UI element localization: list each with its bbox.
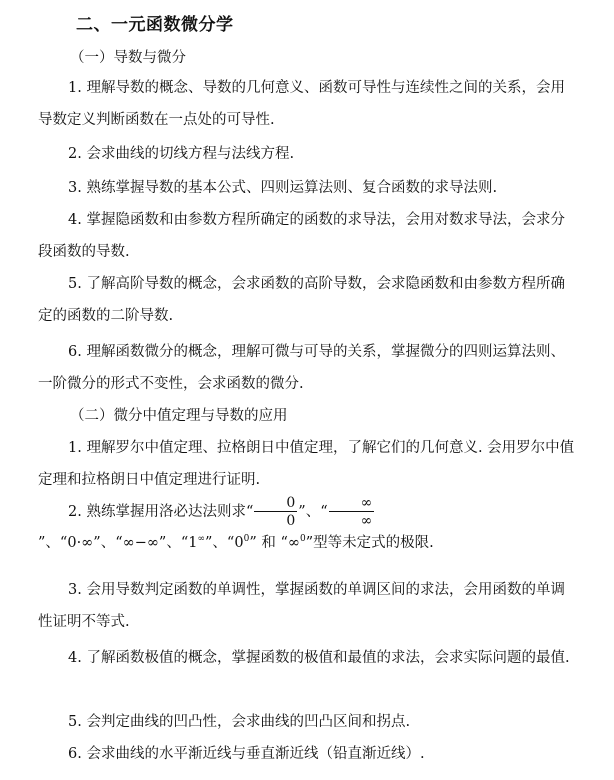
chapter-heading: 二、一元函数微分学: [76, 15, 234, 35]
item-text: 3. 熟练掌握导数的基本公式、四则运算法则、复合函数的求导法则.: [68, 180, 498, 196]
list-item: [38, 738, 578, 770]
list-item: [38, 268, 578, 332]
item-text: 4. 掌握隐函数和由参数方程所确定的函数的求导法，会用对数求导法，会求分段函数的导数.: [38, 212, 565, 260]
list-item: [38, 72, 578, 136]
list-item: [38, 138, 578, 170]
item-text: 2. 熟练掌握用洛必达法则求“ $\frac{0}{0}$ ”、“ $\frac{\infty}{\infty}$ ”、“0·∞”、“∞−∞”、“1∞”、“$0^0$” 和 “∞$^0$”型等未定式的极限.: [38, 495, 434, 551]
zero-times-inf: 0·∞: [67, 535, 94, 551]
list-item-lhopital: [38, 496, 578, 558]
item-text: 1. 理解罗尔中值定理、拉格朗日中值定理，了解它们的几何意义. 会用罗尔中值定理和拉格朗日中值定理进行证明.: [38, 440, 575, 488]
item-text: 5. 会判定曲线的凹凸性，会求曲线的凹凸区间和拐点.: [68, 714, 411, 730]
section-title: （一）导数与微分: [70, 50, 186, 66]
list-item: [38, 172, 578, 204]
one-pow-inf: 1∞: [188, 534, 205, 551]
list-item: [38, 574, 578, 638]
list-item: [38, 432, 578, 496]
item-prefix: 2. 熟练掌握用洛必达法则求: [68, 504, 246, 520]
item-suffix: 型等未定式的极限.: [313, 535, 434, 551]
item-text: 1. 理解导数的概念、导数的几何意义、函数可导性与连续性之间的关系，会用导数定义判断函数在一点处的可导性.: [38, 80, 565, 128]
zero-over-zero: $\frac{0}{0}$: [254, 496, 297, 528]
item-text: 2. 会求曲线的切线方程与法线方程.: [68, 146, 295, 162]
inf-pow-zero: ∞$^0$: [287, 534, 306, 551]
list-item: [38, 706, 578, 738]
item-text: 3. 会用导数判定函数的单调性，掌握函数的单调区间的求法，会用函数的单调性证明不等式.: [38, 582, 565, 630]
section-title: （二）微分中值定理与导数的应用: [70, 408, 288, 424]
item-text: 6. 会求曲线的水平渐近线与垂直渐近线（铅直渐近线）.: [68, 746, 425, 762]
list-item: [38, 336, 578, 400]
item-text: 4. 了解函数极值的概念，掌握函数的极值和最值的求法，会求实际问题的最值.: [68, 650, 570, 666]
inf-minus-inf: ∞−∞: [122, 535, 159, 551]
list-item: [38, 642, 578, 674]
zero-pow-zero: $0^0$: [234, 534, 250, 551]
item-text: 6. 理解函数微分的概念，理解可微与可导的关系，掌握微分的四则运算法则、一阶微分的形式不变性，会求函数的微分.: [38, 344, 565, 392]
item-text: 5. 了解高阶导数的概念，会求函数的高阶导数，会求隐函数和由参数方程所确定的函数的二阶导数.: [38, 276, 565, 324]
list-item: [38, 204, 578, 268]
inf-over-inf: $\frac{\infty}{\infty}$: [329, 496, 375, 528]
